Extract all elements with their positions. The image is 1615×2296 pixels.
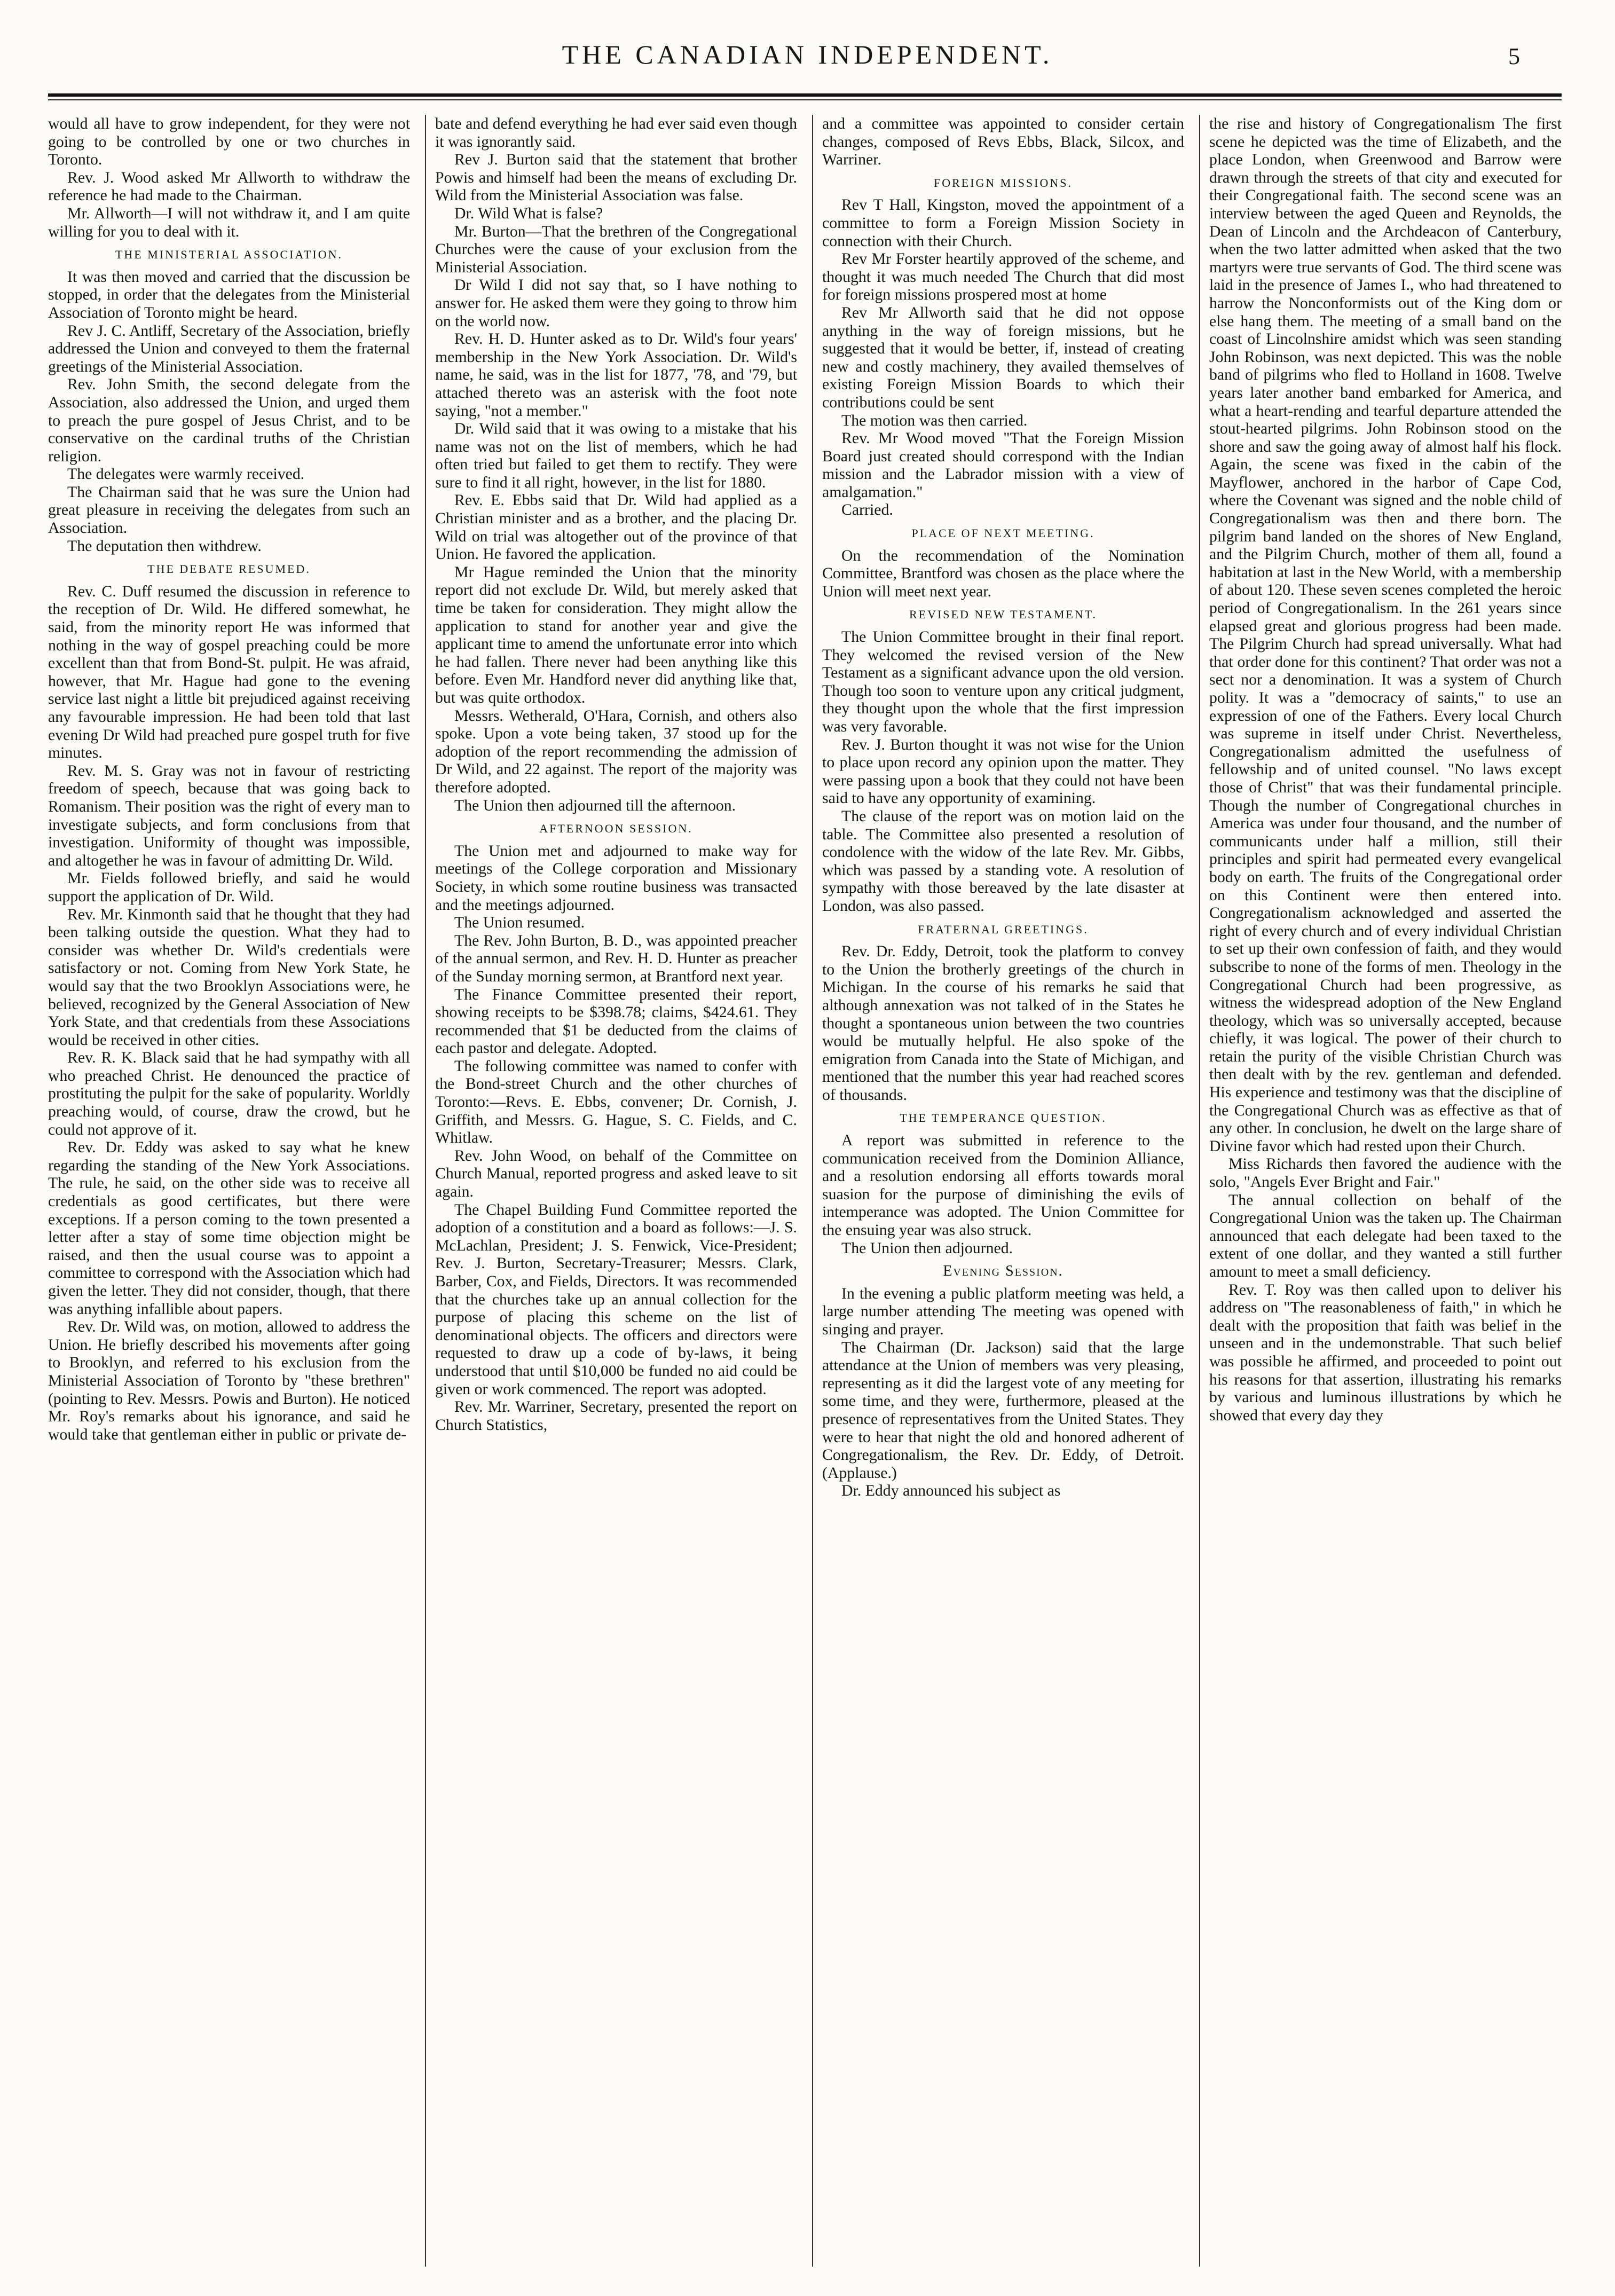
paragraph: It was then moved and carried that the discussion be stopped, in order that the delegates from the Ministerial Association of Toronto might be heard. [48,268,410,321]
section-heading: THE DEBATE RESUMED. [147,562,311,576]
paragraph: The Union then adjourned till the afternoon. [454,796,736,814]
paragraph: A report was submitted in reference to the communication received from the Dominion Alliance, and a resolution endorsing all efforts towards moral suasion for the purpose of diminishing the evils of intemperance was adopted. The Union Committee for the ensuing year was also struck. [822,1131,1184,1239]
paragraph: The Union met and adjourned to make way for meetings of the College corporation and Missionary Society, in which some routine business was transacted and the meetings adjourned. [435,842,797,914]
paragraph: Rev Mr Allworth said that he did not oppose anything in the way of foreign missions, but he suggested that it would be better, if, instead of creating new and costly machinery, they availed themselves of existing Foreign Mission Boards to which their contributions could be sent [822,303,1184,411]
paragraph: The following committee was named to confer with the Bond-street Church and the other churches of Toronto:—Revs. E. Ebbs, convener; Dr. Cornish, J. Griffith, and Messrs. G. Hague, S. C. Fields, and C. Whitlaw. [435,1057,797,1147]
paragraph: Rev. C. Duff resumed the discussion in reference to the reception of Dr. Wild. He differed somewhat, he said, from the minority report He was informed that nothing in the way of gospel preaching could be more excellent than that from Bond-St. pulpit. He was afraid, however, that Mr. Hague had gone to the evening service last night a little bit prejudiced against receiving any favourable impression. He had been told that last evening Dr Wild had preached pure gospel truth for five minutes. [48,582,410,762]
paragraph: In the evening a public platform meeting was held, a large number attending The meeting was opened with singing and prayer. [822,1284,1184,1338]
paragraph: Rev J. Burton said that the statement that brother Powis and himself had been the means of excluding Dr. Wild from the Ministerial Association was false. [435,151,797,205]
paragraph: Dr. Eddy announced his subject as [841,1482,1061,1500]
paragraph: Dr Wild I did not say that, so I have nothing to answer for. He asked them were they going to throw him on the world now. [435,276,797,330]
paragraph: Rev. T. Roy was then called upon to deliver his address on "The reasonableness of faith," in which he dealt with the proposition that faith was belief in the unseen and in the undemonstrable. That such belief was possible he affirmed, and proceeded to point out his reasons for that assertion, illustrating his remarks by various and luminous illustrations by which he showed that every day they [1209,1280,1562,1424]
paragraph: Rev. John Smith, the second delegate from the Association, also addressed the Union, and urged them to preach the pure gospel of Jesus Christ, and to be conservative on the cardinal truths of the Christian religion. [48,375,410,465]
paragraph: and a committee was appointed to consider certain changes, composed of Revs Ebbs, Black, Silcox, and Warriner. [822,115,1184,169]
text-column-1 [48,115,410,2272]
paragraph: Dr. Wild What is false? [454,204,603,222]
paragraph: The Union then adjourned. [841,1239,1013,1257]
paragraph: the rise and history of Congregationalism The first scene he depicted was the time of Elizabeth, and the place London, when Greenwood and Barrow were drawn through the streets of that city and executed for their Congregational faith. The second scene was an interview between the aged Queen and Reynolds, the Dean of Lincoln and the Archdeacon of Canterbury, when the two latter admitted when asked that the two martyrs were true servants of God. The third scene was laid in the presence of James I., who had threatened to harrow the Nonconformists out of the King dom or else hang them. The meeting of a small band on the coast of Lincolnshire amidst which was seen standing John Robinson, was next depicted. This was the noble band of pilgrims who fled to Holland in 1608. Twelve years later another band embarked for America, and what a heart-rending and tearful departure attended the stout-hearted pilgrims. John Robinson stood on the shore and saw the going away of almost half his flock. Again, the scene was fixed in the cabin of the Mayflower, anchored in the harbor of Cape Cod, where the Covenant was signed and the noble child of Congregationalism was then and there born. The pilgrim band landed on the shores of New England, and the Pilgrim Church, mother of them all, found a habitation at last in the New World, with a membership of about 120. These seven scenes completed the heroic period of Congregationalism. In the 261 years since elapsed great and glorious progress had been made. The Pilgrim Church had spread universally. What had that order done for this continent? That order was not a sect nor a denomination. It was a system of Church polity. It was a "democracy of saints," to use an expression of one of the Fathers. Every local Church was supreme in itself under Christ. Nevertheless, Congregationalism admitted the usefulness of fellowship and of united counsel. "No laws except those of Christ" that was their fundamental principle. Though the number of Congregational churches in America was under four thousand, and the number of communicants under half a million, still their principles and spirit had permeated every evangelical body on earth. The fruits of the Congregational order on this Continent were then entered into. Congregationalism acknowledged and asserted the right of every church and of every individual Christian to set up their own confession of faith, and they would subscribe to none of the forms of men. Theology in the Congregational Church had been progressive, as witness the widespread adoption of the New England theology, which was so universally accepted, because chiefly, it was logical. The power of their church to retain the purity of the visible Christian Church was then dealt with by the rev. gentleman and defended. His experience and testimony was that the discipline of the Congregational Church was as effective as that of any other. In conclusion, he dwelt on the large share of Divine favor which had rested upon their Church. [1209,115,1562,1155]
paragraph: The Finance Committee presented their report, showing receipts to be $398.78; claims, $424.61. They recommended that $1 be deducted from the claims of each pastor and delegate. Adopted. [435,985,797,1057]
section-heading: PLACE OF NEXT MEETING. [911,526,1095,540]
paragraph: bate and defend everything he had ever said even though it was ignorantly said. [435,115,797,151]
section-heading: Evening Session. [943,1263,1063,1280]
paragraph: Rev. J. Burton thought it was not wise for the Union to place upon record any opinion upon the matter. They were passing upon a book that they could not have been said to have any opportunity of examining. [822,735,1184,807]
paragraph: Rev. R. K. Black said that he had sympathy with all who preached Christ. He denounced the practice of prostituting the pulpit for the sake of popularity. Worldly preaching would, of course, draw the crowd, but he could not approve of it. [48,1049,410,1138]
page-header [0,37,1615,96]
paragraph: Mr Hague reminded the Union that the minority report did not exclude Dr. Wild, but merely asked that time be taken for consideration. They might allow the application to stand for another year and give the applicant time to amend the unfortunate error into which he had fallen. There never had been anything like this before. Even Mr. Handford never did anything like that, but was quite orthodox. [435,563,797,706]
section-heading: AFTERNOON SESSION. [539,822,693,836]
paragraph: The Union resumed. [454,914,585,932]
paragraph: The delegates were warmly received. [67,465,305,483]
paragraph: The clause of the report was on motion laid on the table. The Committee also presented a resolution of condolence with the widow of the late Rev. Mr. Gibbs, which was passed by a standing vote. A resolution of sympathy with those bereaved by the late disaster at London, was also passed. [822,807,1184,915]
paragraph: The deputation then withdrew. [67,537,262,555]
paragraph: The Rev. John Burton, B. D., was appointed preacher of the annual sermon, and Rev. H. D. Hunter as preacher of the Sunday morning sermon, at Brantford next year. [435,931,797,985]
paragraph: Rev. John Wood, on behalf of the Committee on Church Manual, reported progress and asked leave to sit again. [435,1146,797,1201]
section-heading: FOREIGN MISSIONS. [933,176,1073,190]
column-divider [425,115,426,2267]
header-rule-thick [48,93,1562,97]
paragraph: Mr. Allworth—I will not withdraw it, and I am quite willing for you to deal with it. [48,204,410,240]
paragraph: Mr. Burton—That the brethren of the Congregational Churches were the cause of your exclusion from the Ministerial Association. [435,222,797,276]
section-heading: THE MINISTERIAL ASSOCIATION. [115,248,343,262]
text-column-3 [822,115,1184,2272]
section-heading: THE TEMPERANCE QUESTION. [900,1111,1107,1125]
paragraph: Carried. [841,501,893,519]
column-divider [812,115,813,2267]
paragraph: Rev. Mr. Warriner, Secretary, presented the report on Church Statistics, [435,1398,797,1434]
text-column-4 [1209,115,1562,2272]
section-heading: REVISED NEW TESTAMENT. [909,608,1098,622]
paragraph: Rev. Dr. Eddy, Detroit, took the platform to convey to the Union the brotherly greetings of the church in Michigan. In the course of his remarks he said that although annexation was not talked of in the States he thought a spontaneous union between the two countries would be mutually helpful. He also spoke of the emigration from Canada into the State of Michigan, and mentioned that the number this year had reached scores of thousands. [822,942,1184,1104]
paragraph: The Chapel Building Fund Committee reported the adoption of a constitution and a board as follows:—J. S. McLachlan, President; J. S. Fenwick, Vice-President; Rev. J. Burton, Secretary-Treasurer; Messrs. Clark, Barber, Cox, and Fields, Directors. It was recommended that the churches take up an annual collection for the purpose of placing this scheme on the list of denominational objects. The officers and directors were requested to draw up a code of by-laws, it being understood that until $10,000 be funded no aid could be given or work commenced. The report was adopted. [435,1200,797,1398]
page-number: 5 [1508,43,1520,69]
paragraph: Messrs. Wetherald, O'Hara, Cornish, and others also spoke. Upon a vote being taken, 37 stood up for the adoption of the report recommending the admission of Dr Wild, and 22 against. The report of the majority was therefore adopted. [435,706,797,796]
paragraph: On the recommendation of the Nomination Committee, Brantford was chosen as the place where the Union will meet next year. [822,546,1184,600]
masthead-title: THE CANADIAN INDEPENDENT. [562,40,1053,69]
paragraph: Rev. H. D. Hunter asked as to Dr. Wild's four years' membership in the New York Association. Dr. Wild's name, he said, was in the list for 1877, '78, and '79, but attached thereto was an asterisk with the foot note saying, "not a member." [435,330,797,420]
section-heading: FRATERNAL GREETINGS. [918,922,1089,936]
paragraph: Rev. Dr. Eddy was asked to say what he knew regarding the standing of the New York Associations. The rule, he said, on the other side was to receive all credentials as good certificates, but there were exceptions. If a person coming to the town presented a letter after a stay of some time objection might be raised, and then the usual course was to appoint a committee to correspond with the Association which had given the letter. They did not consider, though, that there was anything infallible about papers. [48,1138,410,1318]
text-column-2 [435,115,797,2272]
paragraph: Miss Richards then favored the audience with the solo, "Angels Ever Bright and Fair." [1209,1155,1562,1191]
paragraph: Mr. Fields followed briefly, and said he would support the application of Dr. Wild. [48,869,410,905]
paragraph: Rev. Mr Wood moved "That the Foreign Mission Board just created should correspond with the Indian mission and the Labrador mission with a view of amalgamation." [822,429,1184,501]
column-divider [1199,115,1200,2267]
paragraph: Rev. J. Wood asked Mr Allworth to withdraw the reference he had made to the Chairman. [48,168,410,205]
paragraph: Rev. E. Ebbs said that Dr. Wild had applied as a Christian minister and as a brother, and the placing Dr. Wild on trial was altogether out of the province of that Union. He favored the application. [435,491,797,563]
paragraph: would all have to grow independent, for they were not going to be controlled by one or two churches in Toronto. [48,115,410,169]
paragraph: Rev. Dr. Wild was, on motion, allowed to address the Union. He briefly described his movements after going to Brooklyn, and referred to his exclusion from the Ministerial Association of Toronto by "these brethren" (pointing to Rev. Messrs. Powis and Burton). He noticed Mr. Roy's remarks about his ignorance, and said he would take that gentleman either in public or private de- [48,1318,410,1443]
paragraph: Dr. Wild said that it was owing to a mistake that his name was not on the list of members, which he had often tried but failed to get them to rectify. They were sure to find it all right, however, in the list for 1880. [435,420,797,491]
paragraph: The annual collection on behalf of the Congregational Union was the taken up. The Chairman announced that each delegate had been taxed to the extent of one dollar, and they wanted a still further amount to meet a small deficiency. [1209,1191,1562,1280]
paragraph: The Chairman (Dr. Jackson) said that the large attendance at the Union of members was very pleasing, representing as it did the largest vote of any meeting for some time, and they were, furthermore, pleased at the presence of representatives from the United States. They were to hear that night the old and honored adherent of Congregationalism, the Rev. Dr. Eddy, of Detroit. (Applause.) [822,1338,1184,1482]
paragraph: Rev J. C. Antliff, Secretary of the Association, briefly addressed the Union and conveyed to them the fraternal greetings of the Ministerial Association. [48,321,410,375]
paragraph: Rev. Mr. Kinmonth said that he thought that they had been talking outside the question. What they had to consider was whether Dr. Wild's credentials were satisfactory or not. Coming from New York State, he would say that the two Brooklyn Associations were, he believed, recognized by the General Association of New York State, and that credentials from these Associations would be received in other cities. [48,905,410,1049]
paragraph: The Union Committee brought in their final report. They welcomed the revised version of the New Testament as a significant advance upon the old version. Though too soon to venture upon any critical judgment, they thought upon the whole that the first impression was very favorable. [822,628,1184,735]
header-rule-thin [48,99,1562,100]
paragraph: The motion was then carried. [841,411,1028,429]
paragraph: Rev Mr Forster heartily approved of the scheme, and thought it was much needed The Church that did most for foreign missions prospered most at home [822,250,1184,304]
paragraph: The Chairman said that he was sure the Union had great pleasure in receiving the delegates from such an Association. [48,483,410,537]
paragraph: Rev. M. S. Gray was not in favour of restricting freedom of speech, because that was going back to Romanism. Their position was the right of every man to investigate subjects, and form conclusions from that investigation. Uniformity of thought was impossible, and altogether he was in favour of admitting Dr. Wild. [48,761,410,869]
paragraph: Rev T Hall, Kingston, moved the appointment of a committee to form a Foreign Mission Society in connection with their Church. [822,196,1184,250]
